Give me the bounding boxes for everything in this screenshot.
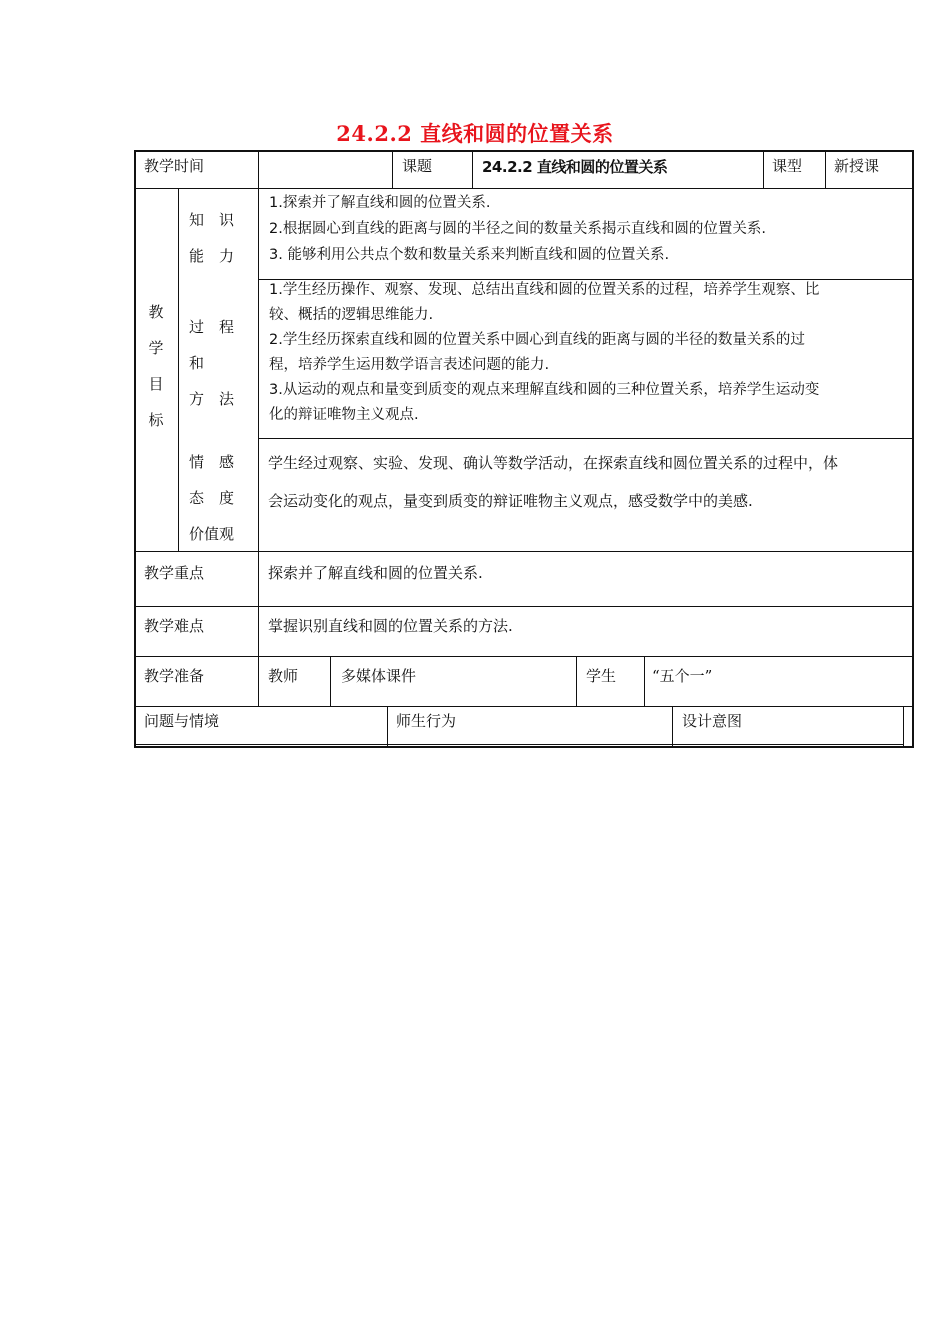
col-divider [825, 152, 826, 188]
type-value: 新授课 [834, 157, 880, 175]
col-divider [178, 188, 179, 551]
process-header-problem: 问题与情境 [144, 712, 220, 730]
process-line: 较、概括的逻辑思维能力. [269, 307, 434, 323]
process-line: 程，培养学生运用数学语言表述问题的能力. [269, 357, 550, 373]
row-divider [136, 551, 912, 552]
col-divider [763, 152, 764, 188]
emotion-line: 会运动变化的观点，量变到质变的辩证唯物主义观点，感受数学中的美感. [268, 492, 753, 510]
difficulty-value: 掌握识别直线和圆的位置关系的方法. [268, 617, 513, 635]
key-point-value: 探索并了解直线和圆的位置关系. [268, 564, 483, 582]
knowledge-item: 1.探索并了解直线和圆的位置关系. [269, 195, 491, 211]
row-divider [258, 438, 912, 439]
time-label: 教学时间 [144, 157, 205, 175]
col-divider [672, 706, 673, 748]
knowledge-items [269, 190, 766, 268]
document-title: 24.2.2 直线和圆的位置关系 [336, 121, 614, 146]
col-divider [903, 706, 904, 748]
objectives-label: 教 学 目 标 [148, 303, 164, 429]
teacher-label: 教师 [268, 667, 299, 685]
type-label: 课型 [772, 157, 803, 175]
key-point-label: 教学重点 [144, 564, 205, 582]
col-divider [392, 152, 393, 188]
process-header-intent: 设计意图 [682, 712, 743, 730]
process-line: 2.学生经历探索直线和圆的位置关系中圆心到直线的距离与圆的半径的数量关系的过 [269, 332, 805, 348]
col-divider [472, 152, 473, 188]
difficulty-label: 教学难点 [144, 617, 205, 635]
knowledge-item: 2.根据圆心到直线的距离与圆的半径之间的数量关系揭示直线和圆的位置关系. [269, 221, 766, 237]
row-divider [136, 744, 904, 745]
teacher-value: 多媒体课件 [341, 667, 417, 685]
process-line: 3.从运动的观点和量变到质变的观点来理解直线和圆的三种位置关系，培养学生运动变 [269, 382, 820, 398]
process-line: 化的辩证唯物主义观点. [269, 407, 419, 423]
emotion-label: 情 感 态 度 价值观 [189, 453, 235, 543]
col-divider [644, 656, 645, 706]
row-divider [136, 188, 912, 189]
col-divider [258, 152, 259, 706]
topic-value: 24.2.2 直线和圆的位置关系 [482, 158, 668, 176]
row-divider [136, 706, 912, 707]
col-divider [330, 656, 331, 706]
col-divider [576, 656, 577, 706]
lesson-plan-table [134, 150, 914, 748]
process-text [269, 278, 819, 428]
process-header-behavior: 师生行为 [396, 712, 457, 730]
row-divider [136, 606, 912, 607]
topic-label: 课题 [402, 157, 433, 175]
preparation-label: 教学准备 [144, 667, 205, 685]
process-line: 1.学生经历操作、观察、发现、总结出直线和圆的位置关系的过程，培养学生观察、比 [269, 282, 820, 298]
row-divider [136, 656, 912, 657]
student-value: “五个一” [652, 667, 713, 685]
knowledge-label: 知 识 能 力 [189, 211, 235, 265]
emotion-text [268, 444, 838, 520]
process-label: 过 程 和 方 法 [189, 318, 235, 408]
emotion-line: 学生经过观察、实验、发现、确认等数学活动，在探索直线和圆位置关系的过程中，体 [268, 454, 839, 472]
knowledge-item: 3. 能够利用公共点个数和数量关系来判断直线和圆的位置关系. [269, 247, 670, 263]
student-label: 学生 [586, 667, 617, 685]
col-divider [387, 706, 388, 748]
